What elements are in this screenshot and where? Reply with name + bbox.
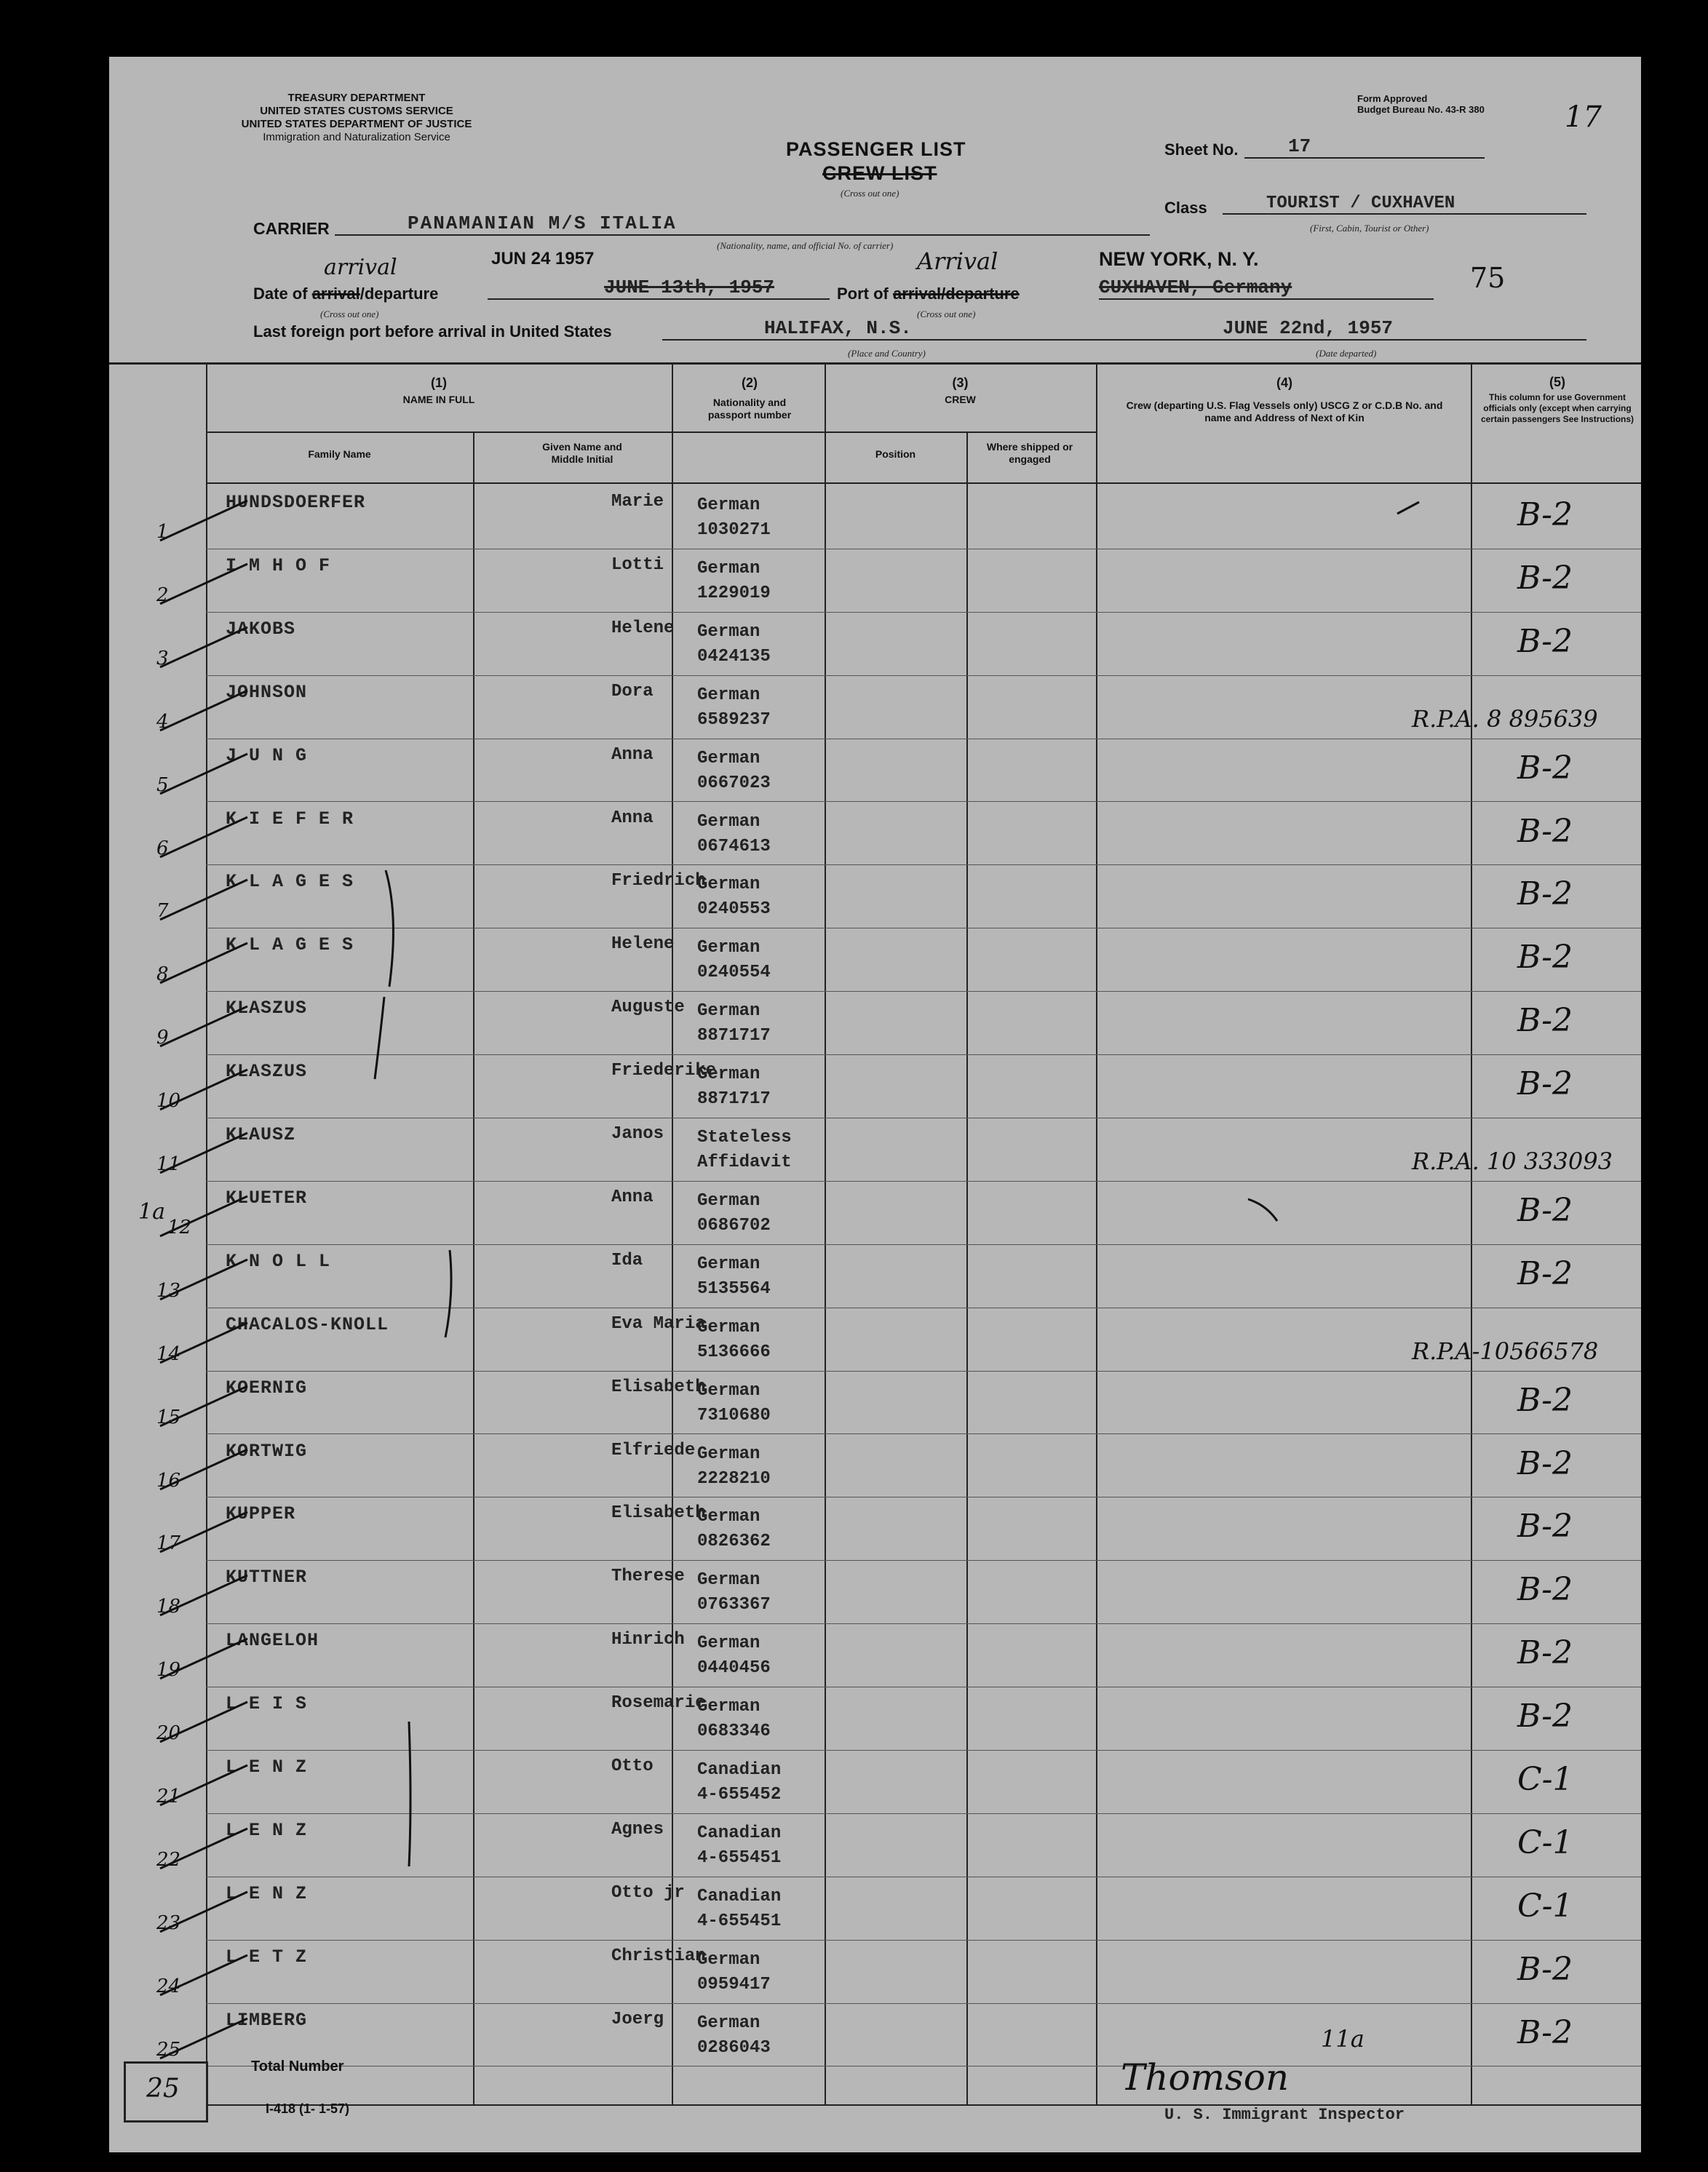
family-name: I M H O F <box>226 554 331 576</box>
family-name: KOERNIG <box>226 1377 308 1399</box>
col5-title: This column for use Government officials only (except when carrying certain passengers See Instructions) <box>1480 392 1634 424</box>
date-label-prefix: Date of <box>253 285 308 303</box>
given-name: Helene <box>611 934 675 955</box>
visa-class: B-2 <box>1517 875 1573 913</box>
given-name: Elisabeth <box>611 1503 706 1524</box>
where-shipped-header: Where shipped or engaged <box>986 441 1073 465</box>
class-note: (First, Cabin, Tourist or Other) <box>1310 223 1429 234</box>
given-name: Friederike <box>611 1061 717 1081</box>
passport-number: 2228210 <box>697 1468 771 1489</box>
given-name: Otto <box>611 1757 654 1776</box>
family-name: K N O L L <box>226 1250 331 1272</box>
last-port-note: (Place and Country) <box>848 348 926 359</box>
class-label: Class <box>1164 199 1207 217</box>
visa-class: B-2 <box>1517 1254 1573 1292</box>
date-typed: JUNE 13th, 1957 <box>488 277 830 300</box>
given-name: Christian <box>611 1946 706 1966</box>
passport-number: 6589237 <box>697 709 771 730</box>
nationality: German <box>697 938 760 958</box>
given-name: Anna <box>611 744 654 765</box>
nationality: German <box>697 1949 760 1970</box>
nationality: German <box>697 1634 760 1654</box>
nationality: German <box>697 685 760 705</box>
given-name: Anna <box>611 1187 654 1207</box>
nationality: German <box>697 2013 760 2033</box>
family-name: K L A G E S <box>226 934 354 956</box>
passport-number: 0686702 <box>697 1215 771 1236</box>
passport-number: 0826362 <box>697 1532 771 1552</box>
nationality: German <box>697 558 760 578</box>
bracket-lenz <box>409 1722 410 1866</box>
nationality: German <box>697 496 760 515</box>
row-number: 19 <box>156 1659 181 1682</box>
given-name: Eva Maria <box>611 1313 706 1334</box>
row-number: 16 <box>156 1469 181 1492</box>
nationality: German <box>697 1065 760 1085</box>
date-label-suffix: /departure <box>360 285 439 303</box>
given-name: Anna <box>611 808 654 828</box>
visa-class: B-2 <box>1517 749 1573 787</box>
nationality: Canadian <box>697 1760 782 1780</box>
nationality: German <box>697 1254 760 1274</box>
family-name: HUNDSDOERFER <box>226 492 366 513</box>
nationality: Stateless <box>697 1128 792 1147</box>
family-name: L E N Z <box>226 1819 308 1841</box>
port-typed-text: CUXHAVEN, Germany <box>1099 277 1292 298</box>
tick-mark-row12 <box>1248 1199 1277 1221</box>
row-number: 9 <box>156 1027 169 1049</box>
inspector-label: U. S. Immigrant Inspector <box>1164 2106 1405 2124</box>
family-name: L E N Z <box>226 1757 308 1778</box>
given-name: Hinrich <box>611 1630 685 1650</box>
passport-number: 1030271 <box>697 520 771 540</box>
carrier-label: CARRIER <box>253 219 330 238</box>
row-number: 14 <box>156 1342 181 1365</box>
corner-number: 17 <box>1565 100 1602 134</box>
col3-title: CREW <box>945 394 976 405</box>
visa-class: C-1 <box>1517 1887 1573 1925</box>
visa-class: B-2 <box>1517 939 1573 976</box>
passport-number: 0240553 <box>697 899 771 920</box>
row-number: 21 <box>156 1786 181 1807</box>
nationality: German <box>697 1380 760 1401</box>
passport-number: 0763367 <box>697 1595 771 1615</box>
agency-line: UNITED STATES CUSTOMS SERVICE <box>260 105 453 117</box>
family-name: K I E F E R <box>226 808 354 830</box>
visa-class: C-1 <box>1517 1823 1573 1861</box>
date-cross-note: (Cross out one) <box>320 309 379 319</box>
port-handwritten: Arrival <box>917 247 998 275</box>
form-approved: Form Approved <box>1357 93 1428 104</box>
port-label-prefix: Port of <box>837 285 889 303</box>
visa-class: B-2 <box>1517 2013 1573 2051</box>
passport-number: 4-655452 <box>697 1785 782 1805</box>
given-name: Rosemarie <box>611 1693 706 1714</box>
port-label-suffix: /departure <box>941 285 1020 303</box>
title-cross-note: (Cross out one) <box>841 188 899 199</box>
carrier-value: PANAMANIAN M/S ITALIA <box>335 212 1150 236</box>
family-name: JOHNSON <box>226 681 308 703</box>
visa-class: B-2 <box>1517 559 1573 597</box>
class-value: TOURIST / CUXHAVEN <box>1223 194 1586 215</box>
given-name: Friedrich <box>611 871 706 891</box>
given-name: Elisabeth <box>611 1377 706 1397</box>
row-number: 13 <box>156 1279 181 1302</box>
nationality: German <box>697 621 760 642</box>
given-name: Auguste <box>611 998 685 1018</box>
row-number: 25 <box>156 2038 181 2061</box>
given-name-header: Given Name and Middle Initial <box>542 441 622 465</box>
title-crew-list: CREW LIST <box>822 162 937 184</box>
nationality: German <box>697 1190 760 1211</box>
passport-number: Affidavit <box>697 1153 792 1172</box>
budget-bureau: Budget Bureau No. 43-R 380 <box>1357 104 1485 115</box>
col2-title: Nationality and passport number <box>707 397 792 421</box>
nationality: German <box>697 875 760 895</box>
bracket-knoll <box>445 1250 451 1337</box>
family-name: JAKOBS <box>226 618 296 640</box>
row-number: 10 <box>156 1090 181 1113</box>
nationality: German <box>697 1001 760 1022</box>
family-name: J U N G <box>226 744 308 766</box>
visa-class: B-2 <box>1517 496 1573 533</box>
given-name: Otto jr <box>611 1882 685 1903</box>
passport-number: 1229019 <box>697 583 771 603</box>
col4-number: (4) <box>1276 375 1292 390</box>
passport-number: 0683346 <box>697 1722 771 1742</box>
date-departed-note: (Date departed) <box>1316 348 1377 359</box>
family-name-header: Family Name <box>308 448 371 460</box>
pen-marks <box>109 57 1641 2152</box>
row-number: 17 <box>156 1532 181 1555</box>
col2-number: (2) <box>742 375 758 390</box>
nationality: German <box>697 1444 760 1464</box>
rpa-annotation: R.P.A. 10 333093 <box>1412 1147 1613 1175</box>
rpa-annotation: R.P.A-10566578 <box>1412 1337 1599 1365</box>
form-number: I-418 (1- 1-57) <box>266 2101 350 2116</box>
family-name: KLAUSZ <box>226 1124 296 1145</box>
visa-class: B-2 <box>1517 622 1573 660</box>
nationality: German <box>697 811 760 832</box>
title-passenger-list: PASSENGER LIST <box>786 138 966 160</box>
visa-class: B-2 <box>1517 812 1573 850</box>
col1-number: (1) <box>431 375 447 390</box>
passenger-list-form <box>109 57 1641 2152</box>
sheet-value: 17 <box>1244 135 1485 159</box>
family-name: KORTWIG <box>226 1440 308 1462</box>
carrier-note: (Nationality, name, and official No. of carrier) <box>717 240 894 251</box>
agency-line: UNITED STATES DEPARTMENT OF JUSTICE <box>241 118 472 130</box>
nationality: German <box>697 1317 760 1337</box>
row-number: 1 <box>156 521 169 543</box>
family-name: L E N Z <box>226 1882 308 1904</box>
family-name: KLASZUS <box>226 1061 308 1083</box>
passport-number: 7310680 <box>697 1405 771 1425</box>
passport-number: 0959417 <box>697 1974 771 1994</box>
bracket-klaszus <box>375 997 384 1079</box>
row-number: 7 <box>156 900 169 923</box>
row-number: 18 <box>156 1596 181 1618</box>
stamp-date: JUN 24 1957 <box>491 249 595 268</box>
row-number: 8 <box>156 963 169 986</box>
agency-line: TREASURY DEPARTMENT <box>287 92 426 104</box>
passport-number: 0424135 <box>697 646 771 667</box>
passport-number: 4-655451 <box>697 1847 782 1868</box>
visa-class: B-2 <box>1517 1950 1573 1988</box>
last-port-label: Last foreign port before arrival in United States <box>253 322 612 341</box>
nationality: German <box>697 1570 760 1591</box>
row-number: 23 <box>156 1912 181 1934</box>
passport-number: 0240554 <box>697 963 771 983</box>
given-name: Dora <box>611 681 654 701</box>
visa-class: B-2 <box>1517 1065 1573 1103</box>
given-name: Elfriede <box>611 1440 696 1460</box>
family-name: LIMBERG <box>226 2009 308 2031</box>
margin-note-row25: 11a <box>1321 2025 1365 2053</box>
family-name: L E T Z <box>226 1946 308 1968</box>
passport-number: 0667023 <box>697 773 771 793</box>
visa-class: B-2 <box>1517 1191 1573 1229</box>
col1-title: NAME IN FULL <box>402 394 475 405</box>
total-value: 25 <box>146 2074 180 2104</box>
given-name: Janos <box>611 1124 664 1144</box>
passport-number: 4-655451 <box>697 1911 782 1931</box>
nationality: Canadian <box>697 1823 782 1843</box>
tick-mark <box>1397 502 1419 514</box>
visa-class: B-2 <box>1517 1002 1573 1040</box>
row-number: 24 <box>156 1975 181 1997</box>
passenger-count: 75 <box>1470 262 1506 294</box>
passport-number: 5136666 <box>697 1342 771 1362</box>
family-name: KLASZUS <box>226 998 308 1019</box>
family-name: L E I S <box>226 1693 308 1715</box>
row-number: 5 <box>156 773 169 796</box>
total-box <box>124 2061 208 2123</box>
row-number: 4 <box>156 710 169 733</box>
col3-number: (3) <box>952 375 969 390</box>
family-name: LANGELOH <box>226 1630 319 1652</box>
family-name: CHACALOS-KNOLL <box>226 1313 389 1335</box>
visa-class: C-1 <box>1517 1761 1573 1798</box>
inspector-signature: Thomson <box>1121 2056 1290 2099</box>
row-number: 12 <box>167 1216 192 1238</box>
row-number: 15 <box>156 1406 181 1428</box>
port-label-arrival: arrival <box>893 285 942 303</box>
family-name: K L A G E S <box>226 871 354 893</box>
row-number: 6 <box>156 837 169 859</box>
col5-number: (5) <box>1549 375 1565 389</box>
passport-number: 8871717 <box>697 1089 771 1110</box>
date-departed-value: JUNE 22nd, 1957 <box>1179 317 1586 341</box>
row-number: 22 <box>156 1848 181 1871</box>
visa-class: B-2 <box>1517 1571 1573 1609</box>
given-name: Helene <box>611 618 675 638</box>
agency-line: Immigration and Naturalization Service <box>263 131 450 143</box>
family-name: KUPPER <box>226 1503 296 1525</box>
passport-number: 8871717 <box>697 1026 771 1046</box>
row-number: 11 <box>156 1153 181 1175</box>
passport-number: 5135564 <box>697 1278 771 1299</box>
rpa-annotation: R.P.A. 8 895639 <box>1412 704 1598 733</box>
nationality: German <box>697 1507 760 1527</box>
row-number: 2 <box>156 584 169 606</box>
family-name: KUTTNER <box>226 1567 308 1588</box>
visa-class: B-2 <box>1517 1634 1573 1672</box>
port-cross-note: (Cross out one) <box>917 309 976 319</box>
arrival-handwritten: arrival <box>324 255 397 280</box>
family-name: KLUETER <box>226 1187 308 1209</box>
sheet-label: Sheet No. <box>1164 140 1239 159</box>
given-name: Joerg <box>611 2009 664 2029</box>
passport-number: 0674613 <box>697 836 771 856</box>
margin-note-row12: 1a <box>138 1199 165 1225</box>
passport-number: 0440456 <box>697 1658 771 1679</box>
visa-class: B-2 <box>1517 1444 1573 1482</box>
given-name: Therese <box>611 1567 685 1587</box>
nationality: Canadian <box>697 1886 782 1906</box>
position-header: Position <box>875 448 916 460</box>
nationality: German <box>697 748 760 768</box>
bracket-klages <box>386 870 393 987</box>
given-name: Lotti <box>611 554 664 575</box>
col4-title: Crew (departing U.S. Flag Vessels only) USCG Z or C.D.B No. and name and Address of Next of Kin <box>1126 399 1443 423</box>
visa-class: B-2 <box>1517 1508 1573 1546</box>
visa-class: B-2 <box>1517 1698 1573 1735</box>
given-name: Ida <box>611 1250 643 1270</box>
given-name: Agnes <box>611 1819 664 1839</box>
passport-number: 0286043 <box>697 2037 771 2058</box>
total-label: Total Number <box>251 2058 344 2074</box>
visa-class: B-2 <box>1517 1381 1573 1419</box>
last-port-value: HALIFAX, N.S. <box>662 317 1186 341</box>
date-label-arrival: arrival <box>311 285 360 303</box>
row-number: 20 <box>156 1722 181 1745</box>
nationality: German <box>697 1697 760 1717</box>
given-name: Marie <box>611 492 664 512</box>
port-stamp: NEW YORK, N. Y. <box>1099 248 1259 270</box>
row-number: 3 <box>156 647 169 669</box>
